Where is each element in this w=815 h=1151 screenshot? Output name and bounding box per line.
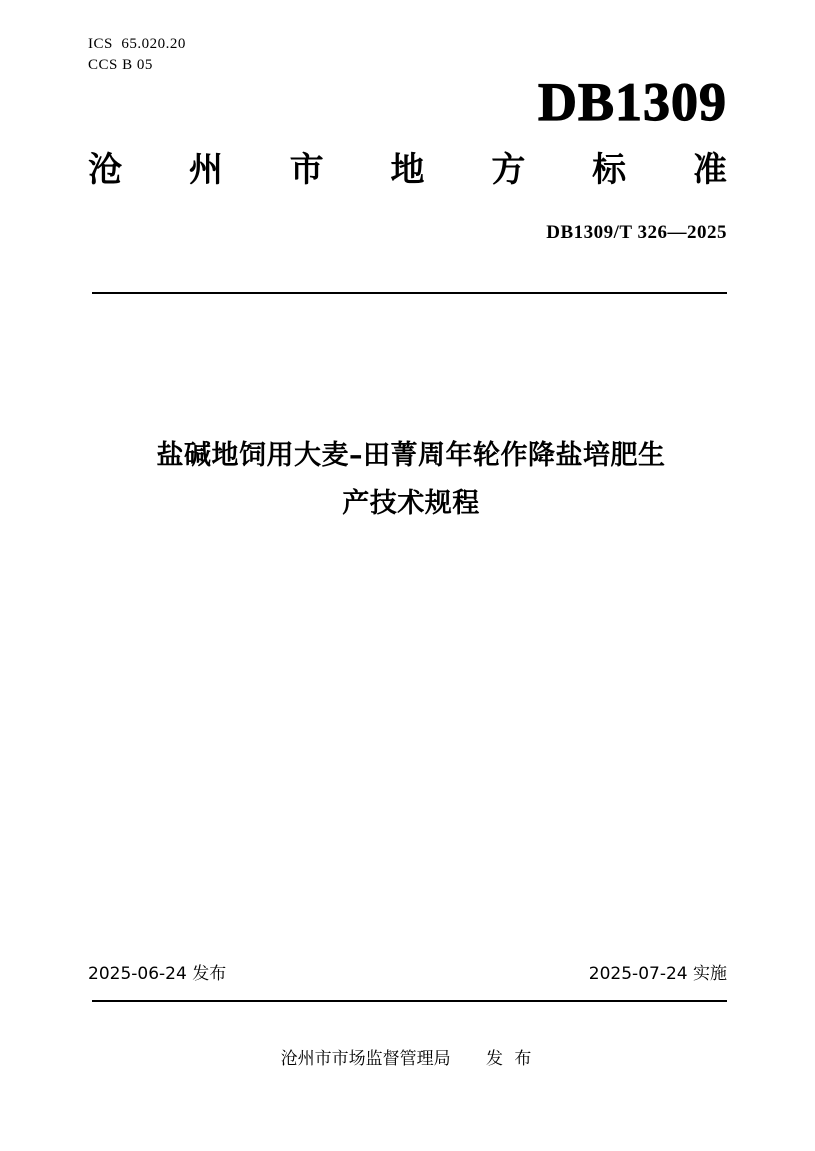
standard-char-3: 地	[390, 150, 425, 190]
standard-id: DB1309/T 326—2025	[546, 222, 727, 243]
publisher-name: 沧州市市场监督管理局	[280, 1049, 451, 1069]
header-divider	[92, 292, 727, 294]
standard-char-2: 市	[289, 150, 324, 190]
issue-date: 2025-06-24 发布	[88, 964, 227, 984]
effective-date: 2025-07-24 实施	[588, 964, 727, 984]
footer-divider	[92, 1000, 727, 1002]
page-title-line-2: 产技术规程	[342, 488, 480, 519]
page-title	[95, 432, 727, 528]
standard-char-5: 标	[592, 150, 627, 190]
page-title-line-1: 盐碱地饲用大麦–田菁周年轮作降盐培肥生	[156, 440, 666, 471]
ics-code: ICS 65.020.20	[88, 36, 186, 52]
local-standard-heading	[88, 148, 727, 192]
ccs-code: CCS B 05	[88, 57, 153, 73]
standard-char-4: 方	[491, 150, 526, 190]
classification-codes	[88, 34, 186, 76]
date-row	[88, 962, 727, 986]
standard-char-6: 准	[692, 150, 727, 190]
standard-char-1: 州	[188, 150, 223, 190]
publisher-row	[88, 1046, 727, 1072]
standard-char-0: 沧	[88, 150, 122, 190]
issuer-label: 发 布	[486, 1049, 535, 1069]
db-number: DB1309	[537, 72, 727, 132]
